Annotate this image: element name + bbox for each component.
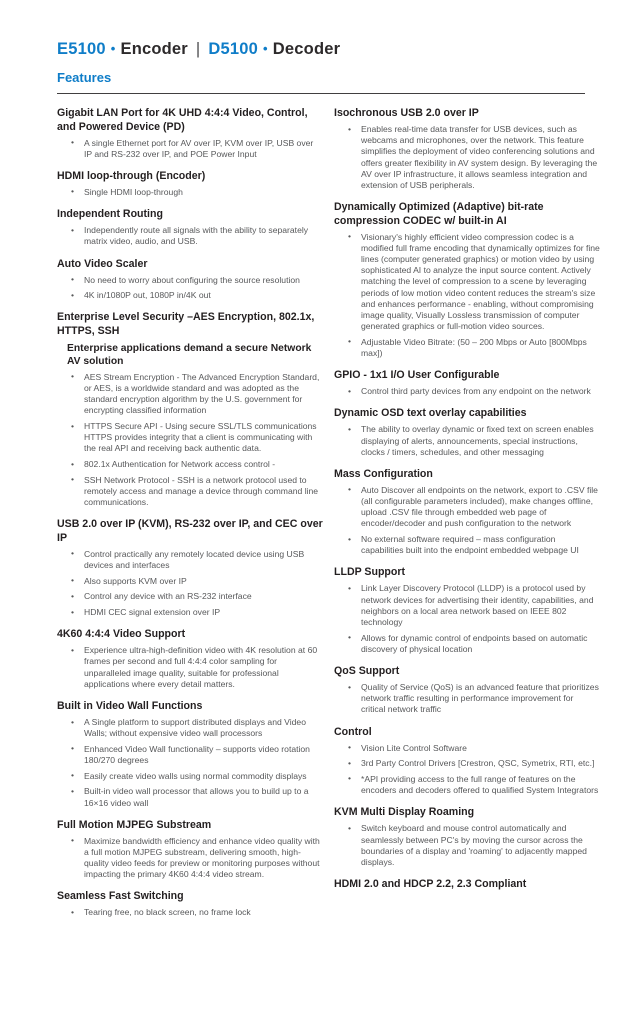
bullet-icon: •	[71, 716, 75, 727]
feature-bullet-text: Enables real-time data transfer for USB devices, such as webcams and microphones, over the network. This feature simplifies the deployment of video conferencing solutions and offers greater flexibility in AV system design. By leveraging the AV over IP infrastructure, it allows seamless integration and extension of USB peripherals.	[361, 124, 598, 190]
feature-bullet-item	[57, 907, 323, 918]
feature-section	[334, 566, 600, 655]
feature-bullet-list	[334, 232, 600, 359]
feature-bullet-list	[57, 225, 323, 247]
feature-bullet-text: The ability to overlay dynamic or fixed text on screen enables displaying of alerts, announcements, special instructions, clocks / timers, schedules, and other messaging	[361, 424, 594, 457]
feature-section	[334, 201, 600, 359]
feature-bullet-item	[57, 836, 323, 881]
bullet-icon: •	[71, 785, 75, 796]
feature-bullet-item	[57, 607, 323, 618]
feature-bullet-list	[334, 424, 600, 458]
feature-heading: Gigabit LAN Port for 4K UHD 4:4:4 Video, Control, and Powered Device (PD)	[57, 107, 308, 133]
bullet-icon: •	[71, 137, 75, 148]
feature-bullet-text: A Single platform to support distributed displays and Video Walls; without expensive video wall processors	[84, 717, 306, 739]
bullet-icon: •	[348, 231, 352, 242]
feature-bullet-list	[57, 275, 323, 302]
feature-bullet-text: SSH Network Protocol - SSH is a network protocol used to remotely access and manage a device through command line communications.	[84, 474, 319, 508]
feature-bullet-text: 4K in/1080P out, 1080P in/4K out	[84, 290, 211, 301]
feature-bullet-list	[57, 138, 323, 160]
bullet-icon: •	[71, 770, 75, 781]
title-separator: |	[195, 40, 201, 58]
feature-bullet-item	[57, 225, 323, 247]
feature-bullet-text: Link Layer Discovery Protocol (LLDP) is a protocol used by network devices for advertising their identity, capabilities, and neighbors on a local area network based on IEEE 802 technology	[361, 583, 594, 627]
feature-heading: USB 2.0 over IP (KVM), RS-232 over IP, and CEC over IP	[57, 518, 323, 544]
feature-columns	[57, 107, 600, 929]
bullet-icon: •	[71, 371, 75, 382]
feature-section	[57, 107, 323, 160]
bullet-icon: •	[348, 681, 352, 692]
header-rule	[57, 93, 585, 94]
bullet-icon: •	[71, 474, 75, 485]
feature-bullet-item	[334, 682, 600, 716]
feature-bullet-list	[57, 372, 323, 508]
feature-bullet-item	[334, 337, 600, 359]
feature-bullet-item	[57, 290, 323, 301]
feature-heading: GPIO - 1x1 I/O User Configurable	[334, 369, 500, 382]
product-title	[57, 40, 607, 59]
page-header	[57, 40, 607, 94]
bullet-icon: •	[348, 742, 352, 753]
feature-section	[334, 806, 600, 868]
feature-bullet-item	[57, 549, 323, 571]
feature-section	[57, 819, 323, 881]
feature-section	[334, 369, 600, 397]
feature-bullet-item	[57, 421, 323, 455]
feature-bullet-list	[334, 485, 600, 557]
feature-section	[57, 628, 323, 690]
feature-bullet-item	[57, 786, 323, 808]
feature-bullet-text: Experience ultra-high-definition video with 4K resolution at 60 frames per second and full 4:4:4 color sampling for unparalleled image quality, suitable for professional applications where every detail matters.	[84, 645, 318, 689]
feature-bullet-item	[334, 758, 600, 769]
feature-bullet-list	[57, 907, 323, 918]
feature-heading: Mass Configuration	[334, 467, 433, 480]
feature-bullet-text: Enhanced Video Wall functionality – supports video rotation 180/270 degrees	[84, 743, 310, 766]
feature-bullet-text: Vision Lite Control Software	[361, 742, 467, 753]
bullet-icon: •	[71, 186, 75, 197]
feature-bullet-text: Allows for dynamic control of endpoints based on automatic discovery of physical location	[361, 632, 588, 654]
feature-bullet-list	[334, 743, 600, 797]
bullet-icon: •	[71, 644, 75, 655]
feature-bullet-text: Control any device with an RS-232 interface	[84, 591, 252, 602]
bullet-icon: •	[348, 757, 352, 768]
decoder-model: D5100	[208, 40, 259, 58]
feature-bullet-text: Control practically any remotely located device using USB devices and interfaces	[84, 548, 305, 571]
feature-bullet-list	[334, 823, 600, 868]
feature-bullet-text: Adjustable Video Bitrate: (50 – 200 Mbps or Auto [800Mbps max])	[361, 336, 587, 358]
right-column	[334, 107, 600, 929]
feature-bullet-item	[334, 534, 600, 556]
feature-heading: Seamless Fast Switching	[57, 890, 184, 903]
feature-bullet-text: Control third party devices from any endpoint on the network	[361, 386, 591, 397]
bullet-icon: •	[71, 575, 75, 586]
bullet-icon: •	[348, 533, 352, 544]
feature-heading: Full Motion MJPEG Substream	[57, 818, 212, 831]
feature-section	[57, 311, 323, 508]
bullet-icon: •	[71, 835, 75, 846]
feature-bullet-item	[57, 771, 323, 782]
feature-section	[57, 700, 323, 809]
feature-heading: HDMI loop-through (Encoder)	[57, 169, 206, 182]
feature-heading: Isochronous USB 2.0 over IP	[334, 107, 479, 119]
feature-bullet-item	[334, 232, 600, 333]
feature-bullet-list	[57, 717, 323, 809]
feature-heading: KVM Multi Display Roaming	[334, 806, 475, 819]
feature-bullet-item	[57, 187, 323, 198]
bullet-icon: •	[71, 458, 75, 469]
feature-heading: Control	[334, 725, 372, 738]
feature-section	[57, 258, 323, 302]
feature-heading: Dynamic OSD text overlay capabilities	[334, 407, 527, 420]
feature-bullet-text: Switch keyboard and mouse control automatically and seamlessly between PC's by moving the cursor across the boundaries of a display and 'roaming' to adjacently mapped displays.	[361, 823, 587, 867]
bullet-icon: •	[348, 385, 352, 396]
bullet-icon: •	[71, 590, 75, 601]
feature-heading: Built in Video Wall Functions	[57, 699, 203, 712]
feature-bullet-text: Maximize bandwidth efficiency and enhance video quality with a full motion MJPEG substream, delivering smooth, high-quality video feeds for preview or monitoring purposes without impacting the primary 4K60 4:4:4 video stream.	[84, 835, 320, 880]
bullet-icon: •	[348, 336, 352, 347]
feature-bullet-text: Independently route all signals with the ability to separately matrix video, audio, and USB.	[84, 225, 309, 247]
feature-bullet-text: AES Stream Encryption - The Advanced Encryption Standard, or AES, is a worldwide standard and was adopted as the standard encryption algorithm by the U.S. government for encrypting classified information	[84, 371, 320, 416]
feature-bullet-text: Single HDMI loop-through	[84, 186, 183, 197]
bullet-icon: •	[348, 822, 352, 833]
feature-bullet-list	[57, 645, 323, 690]
feature-bullet-text: Auto Discover all endpoints on the network, export to .CSV file (all configurable parameters included), make changes offline, upload .CSV file through embedded web page of encoder/decoder and push configuration to the network	[361, 484, 598, 529]
feature-section	[57, 170, 323, 198]
feature-heading: 4K60 4:4:4 Video Support	[57, 628, 186, 641]
feature-bullet-list	[334, 682, 600, 716]
feature-bullet-text: Tearing free, no black screen, no frame lock	[84, 907, 251, 918]
bullet-icon: •	[348, 123, 352, 134]
feature-section	[334, 878, 600, 892]
feature-bullet-item	[334, 424, 600, 458]
feature-heading: QoS Support	[334, 665, 400, 677]
feature-bullet-text: Also supports KVM over IP	[84, 575, 187, 586]
bullet-icon: •	[348, 632, 352, 643]
feature-bullet-list	[57, 836, 323, 881]
feature-bullet-item	[334, 743, 600, 754]
feature-bullet-item	[334, 774, 600, 796]
encoder-label: Encoder	[120, 40, 188, 58]
feature-bullet-item	[57, 576, 323, 587]
feature-section	[57, 518, 323, 618]
feature-section	[57, 208, 323, 247]
feature-bullet-text: A single Ethernet port for AV over IP, KVM over IP, USB over IP and RS-232 over IP, and POE Power Input	[84, 137, 314, 159]
feature-bullet-item	[334, 633, 600, 655]
feature-bullet-text: No need to worry about configuring the source resolution	[84, 274, 300, 285]
feature-section	[57, 890, 323, 918]
bullet-icon: •	[71, 274, 75, 285]
feature-bullet-list	[334, 386, 600, 397]
feature-bullet-item	[57, 717, 323, 739]
title-bullet-icon: •	[110, 40, 116, 56]
feature-bullet-item	[334, 583, 600, 628]
feature-bullet-text: No external software required – mass configuration capabilities built into the endpoint embedded webpage UI	[361, 534, 579, 556]
feature-bullet-text: Visionary's highly efficient video compression codec is a modified full frame encoding that dynamically optimizes for fine lines (computer generated graphics) or motion video by using sophisticated AI to analyze the input source content. Actively matching the level of compression to a scene by leveraging periods of low motion video content reduces the stream's size and enhances performance - enabling, without compromising image quality, Visually Lossless transmission of computer generated graphics or full-motion video sources.	[361, 231, 600, 332]
feature-bullet-text: HDMI CEC signal extension over IP	[84, 607, 221, 618]
encoder-model: E5100	[57, 40, 106, 58]
title-bullet-icon: •	[263, 40, 268, 56]
feature-bullet-item	[334, 823, 600, 868]
feature-subheading: Enterprise applications demand a secure Network AV solution	[67, 343, 312, 368]
feature-bullet-list	[57, 549, 323, 618]
feature-heading: Auto Video Scaler	[57, 257, 148, 270]
bullet-icon: •	[71, 548, 75, 559]
feature-heading: LLDP Support	[334, 566, 406, 579]
feature-bullet-item	[57, 275, 323, 286]
feature-bullet-text: *API providing access to the full range of features on the encoders and decoders offered to qualified System Integrators	[361, 773, 599, 796]
bullet-icon: •	[71, 743, 75, 754]
feature-bullet-item	[57, 138, 323, 160]
feature-bullet-text: 802.1x Authentication for Network access control -	[84, 459, 276, 470]
bullet-icon: •	[71, 606, 75, 617]
feature-bullet-text: HTTPS Secure API - Using secure SSL/TLS communications HTTPS provides integrity that a client is communicating with the real API and receiving back authentic data.	[84, 421, 317, 454]
feature-section	[334, 726, 600, 797]
feature-bullet-item	[334, 386, 600, 397]
feature-bullet-text: Built-in video wall processor that allows you to build up to a 16×16 video wall	[84, 786, 309, 808]
bullet-icon: •	[348, 773, 352, 784]
feature-heading: Dynamically Optimized (Adaptive) bit-rate compression CODEC w/ built-in AI	[334, 201, 544, 227]
feature-heading: Independent Routing	[57, 208, 163, 221]
bullet-icon: •	[71, 224, 75, 235]
feature-bullet-text: Quality of Service (QoS) is an advanced feature that prioritizes network traffic resulting in performance improvement for critical network traffic	[361, 682, 599, 715]
feature-bullet-list	[57, 187, 323, 198]
feature-section	[334, 407, 600, 458]
feature-bullet-item	[57, 372, 323, 417]
feature-bullet-text: Easily create video walls using normal commodity displays	[84, 770, 307, 781]
features-section-title: Features	[57, 70, 112, 85]
feature-bullet-list	[334, 124, 600, 191]
left-column	[57, 107, 323, 929]
feature-bullet-item	[57, 744, 323, 766]
bullet-icon: •	[348, 582, 352, 593]
feature-section	[334, 107, 600, 191]
bullet-icon: •	[348, 484, 352, 495]
feature-heading: HDMI 2.0 and HDCP 2.2, 2.3 Compliant	[334, 878, 527, 891]
feature-section	[334, 468, 600, 557]
bullet-icon: •	[71, 420, 75, 431]
bullet-icon: •	[71, 906, 75, 917]
feature-bullet-item	[57, 475, 323, 509]
bullet-icon: •	[348, 423, 352, 434]
feature-bullet-list	[334, 583, 600, 655]
feature-bullet-item	[57, 645, 323, 690]
feature-bullet-text: 3rd Party Control Drivers [Crestron, QSC, Symetrix, RTI, etc.]	[361, 758, 595, 769]
decoder-label: Decoder	[272, 40, 341, 58]
feature-heading: Enterprise Level Security –AES Encryption, 802.1x, HTTPS, SSH	[57, 311, 315, 337]
feature-bullet-item	[57, 591, 323, 602]
feature-section	[334, 665, 600, 716]
feature-bullet-item	[334, 485, 600, 530]
feature-bullet-item	[334, 124, 600, 191]
bullet-icon: •	[71, 289, 75, 300]
feature-bullet-item	[57, 459, 323, 470]
